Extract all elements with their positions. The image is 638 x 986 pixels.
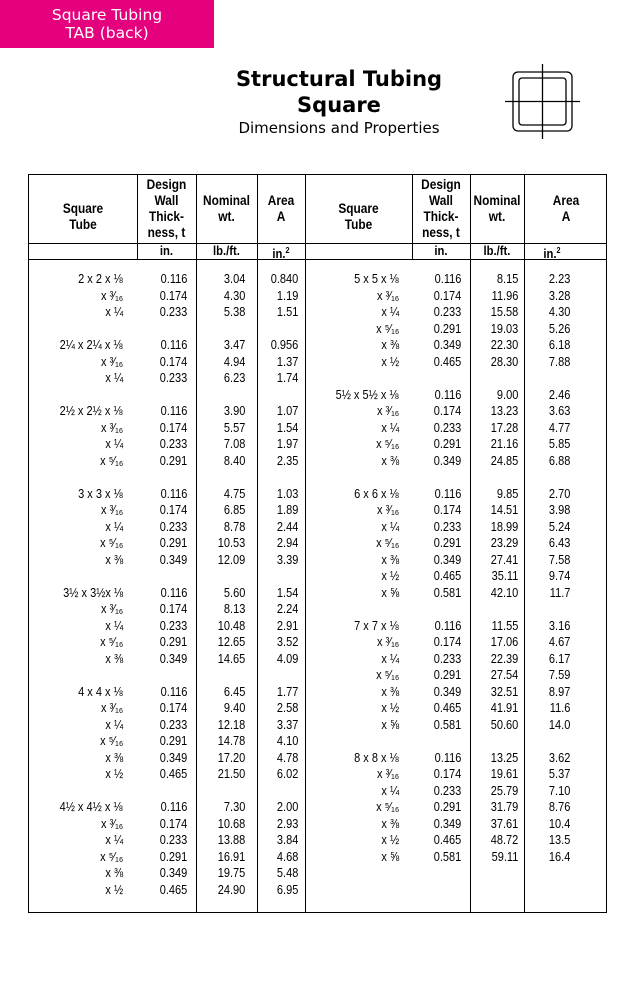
wall-thickness: 0.116 [434,486,461,501]
area: 3.16 [548,618,570,633]
nominal-weight: 8.15 [496,272,518,286]
nominal-weight: 9.00 [496,387,518,402]
area: 3.52 [276,635,298,649]
wall-thickness: 0.174 [159,602,187,616]
nominal-weight: 7.30 [223,800,245,814]
nominal-weight: 14.51 [490,503,518,517]
area: 13.5 [548,833,570,847]
nominal-weight: 14.78 [217,734,245,748]
area: 2.44 [276,519,298,534]
section-divider [305,175,306,912]
area: 1.74 [276,371,298,385]
wall-thickness: 0.174 [159,288,187,303]
area: 1.54 [276,420,298,435]
wall-thickness: 0.465 [433,833,461,847]
area: 1.19 [276,288,298,303]
nominal-weight: 6.85 [223,503,245,517]
nominal-weight: 22.30 [490,338,518,352]
tube-size: x ⁵⁄₁₆ [99,453,123,468]
wall-thickness: 0.291 [159,453,187,468]
area: 4.30 [548,305,570,319]
wall-thickness: 0.581 [433,717,461,732]
tube-size: x ⅜ [381,453,399,468]
wall-thickness: 0.174 [433,503,461,517]
wall-thickness: 0.291 [433,536,461,550]
area: 7.10 [548,783,570,798]
wall-thickness: 0.465 [159,767,187,781]
area: 3.98 [548,503,570,517]
page-title: Structural Tubing [235,67,443,91]
nominal-weight: 12.18 [217,717,245,732]
area: 5.26 [548,321,570,336]
nominal-weight: 8.40 [223,453,245,468]
tube-size: x ³⁄₁₆ [100,701,123,715]
nominal-weight: 19.75 [217,866,245,880]
nominal-weight: 8.78 [223,519,245,534]
unit-weight: lb./ft. [483,244,511,258]
area: 1.89 [276,503,298,517]
nominal-weight: 18.99 [490,519,518,534]
wall-thickness: 0.174 [159,420,187,435]
area: 2.93 [276,816,298,831]
tube-size: x ³⁄₁₆ [100,288,123,303]
wall-thickness: 0.349 [159,651,187,666]
tube-size: x ⁵⁄₁₆ [99,536,123,550]
wall-thickness: 0.291 [433,668,461,682]
area: 2.00 [276,800,298,814]
wall-thickness: 0.174 [433,404,461,418]
area: 2.46 [548,387,570,402]
nominal-weight: 4.30 [223,288,245,303]
nominal-weight: 24.85 [490,453,518,468]
unit-area: in.$^2$ [272,246,290,262]
nominal-weight: 12.65 [217,635,245,649]
wall-thickness: 0.174 [159,816,187,831]
tube-size: x ⅜ [381,816,399,831]
wall-thickness: 0.349 [433,338,461,352]
area: 4.77 [548,420,570,435]
tube-size: x ⅜ [381,552,399,567]
nominal-weight: 17.06 [490,635,518,649]
wall-thickness: 0.116 [160,404,187,418]
tube-size: x ½ [381,569,399,583]
wall-thickness: 0.174 [433,767,461,781]
nominal-weight: 11.96 [491,288,518,303]
area: 0.956 [270,338,298,352]
nominal-weight: 3.90 [223,404,245,418]
tube-size: x ½ [381,701,399,715]
wall-thickness: 0.349 [433,684,461,699]
nominal-weight: 17.20 [217,750,245,765]
wall-thickness: 0.349 [159,552,187,567]
area: 6.95 [276,882,298,897]
tube-size: 8 x 8 x ⅛ [354,750,399,765]
wall-thickness: 0.291 [159,635,187,649]
tube-size: x ½ [105,882,123,897]
tube-size: x ⅝ [381,585,399,600]
area: 2.91 [276,618,298,633]
nominal-weight: 6.23 [223,371,245,385]
nominal-weight: 6.45 [223,684,245,699]
nominal-weight: 16.91 [217,849,245,864]
square-tube-section-icon [505,64,580,139]
wall-thickness: 0.233 [159,717,187,732]
area: 14.0 [548,717,570,732]
wall-thickness: 0.465 [433,354,461,369]
wall-thickness: 0.233 [159,305,187,319]
nominal-weight: 13.88 [217,833,245,847]
area: 5.48 [276,866,298,880]
wall-thickness: 0.349 [433,453,461,468]
wall-thickness: 0.291 [433,800,461,814]
wall-thickness: 0.349 [159,750,187,765]
nominal-weight: 13.25 [490,750,518,765]
nominal-weight: 9.85 [496,486,518,501]
tube-size: x ⁵⁄₁₆ [375,800,399,814]
tube-size: x ⅜ [105,552,123,567]
header-square-tube: Square Tube [338,201,379,232]
tube-size: x ¼ [105,519,123,534]
tube-size: 6 x 6 x ⅛ [354,486,399,501]
area: 2.24 [276,602,298,616]
area: 3.84 [276,833,298,847]
area: 1.37 [276,354,298,369]
nominal-weight: 27.41 [490,552,518,567]
area: 1.07 [276,404,298,418]
area: 4.68 [276,849,298,864]
nominal-weight: 14.65 [217,651,245,666]
tube-size: x ⅜ [105,750,123,765]
tab-line-2: TAB (back) [65,24,149,42]
wall-thickness: 0.116 [434,272,461,286]
nominal-weight: 3.04 [223,272,245,286]
wall-thickness: 0.174 [433,288,461,303]
nominal-weight: 8.13 [223,602,245,616]
tube-size: x ³⁄₁₆ [100,354,123,369]
nominal-weight: 27.54 [490,668,518,682]
area: 4.09 [276,651,298,666]
tube-size: x ³⁄₁₆ [376,288,399,303]
tube-size: x ½ [381,354,399,369]
tube-size: 3½ x 3½x ⅛ [63,585,123,600]
tube-size: 7 x 7 x ⅛ [354,618,399,633]
wall-thickness: 0.174 [159,503,187,517]
tube-size: x ⁵⁄₁₆ [99,635,123,649]
area: 1.03 [276,486,298,501]
col-divider [470,175,471,912]
tube-size: x ⅜ [105,866,123,880]
wall-thickness: 0.116 [160,800,187,814]
area: 5.24 [548,519,570,534]
wall-thickness: 0.291 [159,734,187,748]
tube-size: 5 x 5 x ⅛ [354,272,399,286]
area: 3.62 [548,750,570,765]
page-subtitle: Dimensions and Properties [238,119,440,137]
tube-size: x ¼ [381,519,399,534]
nominal-weight: 5.60 [223,585,245,600]
tube-size: x ¼ [381,783,399,798]
wall-thickness: 0.116 [160,684,187,699]
wall-thickness: 0.116 [160,272,187,286]
tube-size: 2 x 2 x ⅛ [78,272,123,286]
area: 2.94 [276,536,298,550]
tube-size: 4 x 4 x ⅛ [78,684,123,699]
tube-size: x ³⁄₁₆ [100,420,123,435]
wall-thickness: 0.233 [159,371,187,385]
nominal-weight: 5.57 [223,420,245,435]
area: 10.4 [548,816,570,831]
wall-thickness: 0.349 [159,866,187,880]
nominal-weight: 4.75 [223,486,245,501]
unit-thickness: in. [159,244,174,258]
tube-size: x ¼ [105,717,123,732]
wall-thickness: 0.116 [160,338,187,352]
wall-thickness: 0.174 [433,635,461,649]
tube-size: x ¼ [381,420,399,435]
tube-size: x ³⁄₁₆ [376,767,399,781]
wall-thickness: 0.233 [159,833,187,847]
wall-thickness: 0.233 [433,305,461,319]
tube-size: x ⁵⁄₁₆ [99,849,123,864]
wall-thickness: 0.465 [433,701,461,715]
wall-thickness: 0.291 [159,536,187,550]
tube-size: x ³⁄₁₆ [100,602,123,616]
wall-thickness: 0.233 [433,783,461,798]
nominal-weight: 22.39 [490,651,518,666]
tube-size: x ¼ [381,651,399,666]
nominal-weight: 32.51 [490,684,518,699]
tube-size: x ⅜ [105,651,123,666]
area: 6.17 [548,651,570,666]
area: 6.02 [276,767,298,781]
nominal-weight: 10.53 [217,536,245,550]
area: 2.58 [276,701,298,715]
nominal-weight: 59.11 [491,849,518,864]
wall-thickness: 0.233 [433,651,461,666]
tube-size: x ⅜ [381,338,399,352]
nominal-weight: 13.23 [490,404,518,418]
area: 7.88 [548,354,570,369]
tube-size: x ⅜ [381,684,399,699]
nominal-weight: 25.79 [490,783,518,798]
tube-size: x ³⁄₁₆ [376,635,399,649]
nominal-weight: 19.03 [490,321,518,336]
tube-size: x ³⁄₁₆ [376,503,399,517]
wall-thickness: 0.465 [433,569,461,583]
tube-size: x ⁵⁄₁₆ [375,321,399,336]
tube-size: x ⁵⁄₁₆ [375,437,399,451]
area: 6.18 [548,338,570,352]
area: 3.28 [548,288,570,303]
area: 6.43 [548,536,570,550]
tube-size: x ¼ [105,833,123,847]
wall-thickness: 0.465 [159,882,187,897]
tube-size: x ³⁄₁₆ [100,503,123,517]
nominal-weight: 41.91 [490,701,518,715]
nominal-weight: 5.38 [223,305,245,319]
unit-thickness: in. [434,244,448,258]
area: 5.85 [548,437,570,451]
units-divider [29,259,606,260]
header-nominal-weight: Nominal wt. [203,193,250,224]
nominal-weight: 48.72 [490,833,518,847]
tab-line-1: Square Tubing [51,6,163,24]
nominal-weight: 23.29 [490,536,518,550]
area: 7.59 [548,668,570,682]
wall-thickness: 0.581 [433,585,461,600]
area: 4.78 [276,750,298,765]
tube-size: x ⁵⁄₁₆ [375,536,399,550]
nominal-weight: 17.28 [490,420,518,435]
area: 4.67 [548,635,570,649]
nominal-weight: 7.08 [223,437,245,451]
properties-table [28,174,607,913]
nominal-weight: 4.94 [223,354,245,369]
tube-size: x ⅝ [381,849,399,864]
wall-thickness: 0.233 [433,519,461,534]
header-area: Area A [552,193,580,224]
nominal-weight: 9.40 [223,701,245,715]
col-divider [196,175,197,912]
nominal-weight: 42.10 [490,585,518,600]
section-tab [0,0,214,48]
unit-area: in.$^2$ [543,246,561,262]
area: 6.88 [548,453,570,468]
tube-size: x ¼ [105,371,123,385]
tube-size: x ³⁄₁₆ [100,816,123,831]
area: 8.76 [548,800,570,814]
wall-thickness: 0.233 [159,437,187,451]
area: 7.58 [548,552,570,567]
tube-size: 4½ x 4½ x ⅛ [60,800,123,814]
tube-size: 5½ x 5½ x ⅛ [336,387,399,402]
unit-weight: lb./ft. [213,244,240,258]
wall-thickness: 0.174 [159,354,187,369]
nominal-weight: 21.50 [217,767,245,781]
wall-thickness: 0.233 [159,618,187,633]
tube-size: x ½ [381,833,399,847]
nominal-weight: 50.60 [490,717,518,732]
wall-thickness: 0.116 [160,585,187,600]
tube-size: x ⁵⁄₁₆ [99,734,123,748]
area: 8.97 [548,684,570,699]
area: 1.77 [276,684,298,699]
tube-size: x ⁵⁄₁₆ [375,668,399,682]
col-divider [524,175,525,912]
page-title-shape: Square [297,93,381,117]
wall-thickness: 0.116 [434,750,461,765]
area: 11.6 [549,701,570,715]
tube-size: x ½ [105,767,123,781]
wall-thickness: 0.116 [434,618,461,633]
nominal-weight: 35.11 [491,569,518,583]
header-wall-thickness: Design Wall Thick- ness, t [146,177,187,240]
wall-thickness: 0.116 [434,387,461,402]
area: 2.35 [276,453,298,468]
tube-size: x ¼ [105,437,123,451]
nominal-weight: 28.30 [490,354,518,369]
area: 16.4 [548,849,570,864]
area: 1.97 [276,437,298,451]
wall-thickness: 0.233 [433,420,461,435]
tube-size: x ¼ [105,618,123,633]
wall-thickness: 0.349 [433,816,461,831]
area: 2.70 [548,486,570,501]
area: 5.37 [548,767,570,781]
area: 3.63 [548,404,570,418]
header-area: Area A [267,193,295,224]
wall-thickness: 0.581 [433,849,461,864]
nominal-weight: 15.58 [490,305,518,319]
header-square-tube: Square Tube [62,201,104,232]
tube-size: x ¼ [381,305,399,319]
tube-size: 3 x 3 x ⅛ [78,486,123,501]
tube-size: x ³⁄₁₆ [376,404,399,418]
area: 9.74 [548,569,570,583]
nominal-weight: 31.79 [490,800,518,814]
wall-thickness: 0.174 [159,701,187,715]
col-divider [257,175,258,912]
area: 3.39 [276,552,298,567]
area: 1.51 [276,305,298,319]
area: 1.54 [276,585,298,600]
wall-thickness: 0.233 [159,519,187,534]
nominal-weight: 24.90 [217,882,245,897]
nominal-weight: 3.47 [223,338,245,352]
header-wall-thickness: Design Wall Thick- ness, t [421,177,461,240]
area: 11.7 [549,585,570,600]
area: 4.10 [276,734,298,748]
nominal-weight: 11.55 [491,618,518,633]
wall-thickness: 0.291 [433,321,461,336]
area: 0.840 [270,272,298,286]
tube-size: x ⅝ [381,717,399,732]
area: 3.37 [276,717,298,732]
col-divider [137,175,138,259]
nominal-weight: 12.09 [217,552,245,567]
header-nominal-weight: Nominal wt. [473,193,521,224]
wall-thickness: 0.291 [159,849,187,864]
wall-thickness: 0.291 [433,437,461,451]
wall-thickness: 0.116 [160,486,187,501]
tube-size: 2½ x 2½ x ⅛ [60,404,123,418]
nominal-weight: 19.61 [490,767,518,781]
wall-thickness: 0.349 [433,552,461,567]
area: 2.23 [548,272,570,286]
tube-size: 2¼ x 2¼ x ⅛ [60,338,123,352]
tube-size: x ¼ [105,305,123,319]
col-divider [412,175,413,259]
nominal-weight: 21.16 [490,437,518,451]
nominal-weight: 10.48 [217,618,245,633]
nominal-weight: 10.68 [217,816,245,831]
nominal-weight: 37.61 [490,816,518,831]
